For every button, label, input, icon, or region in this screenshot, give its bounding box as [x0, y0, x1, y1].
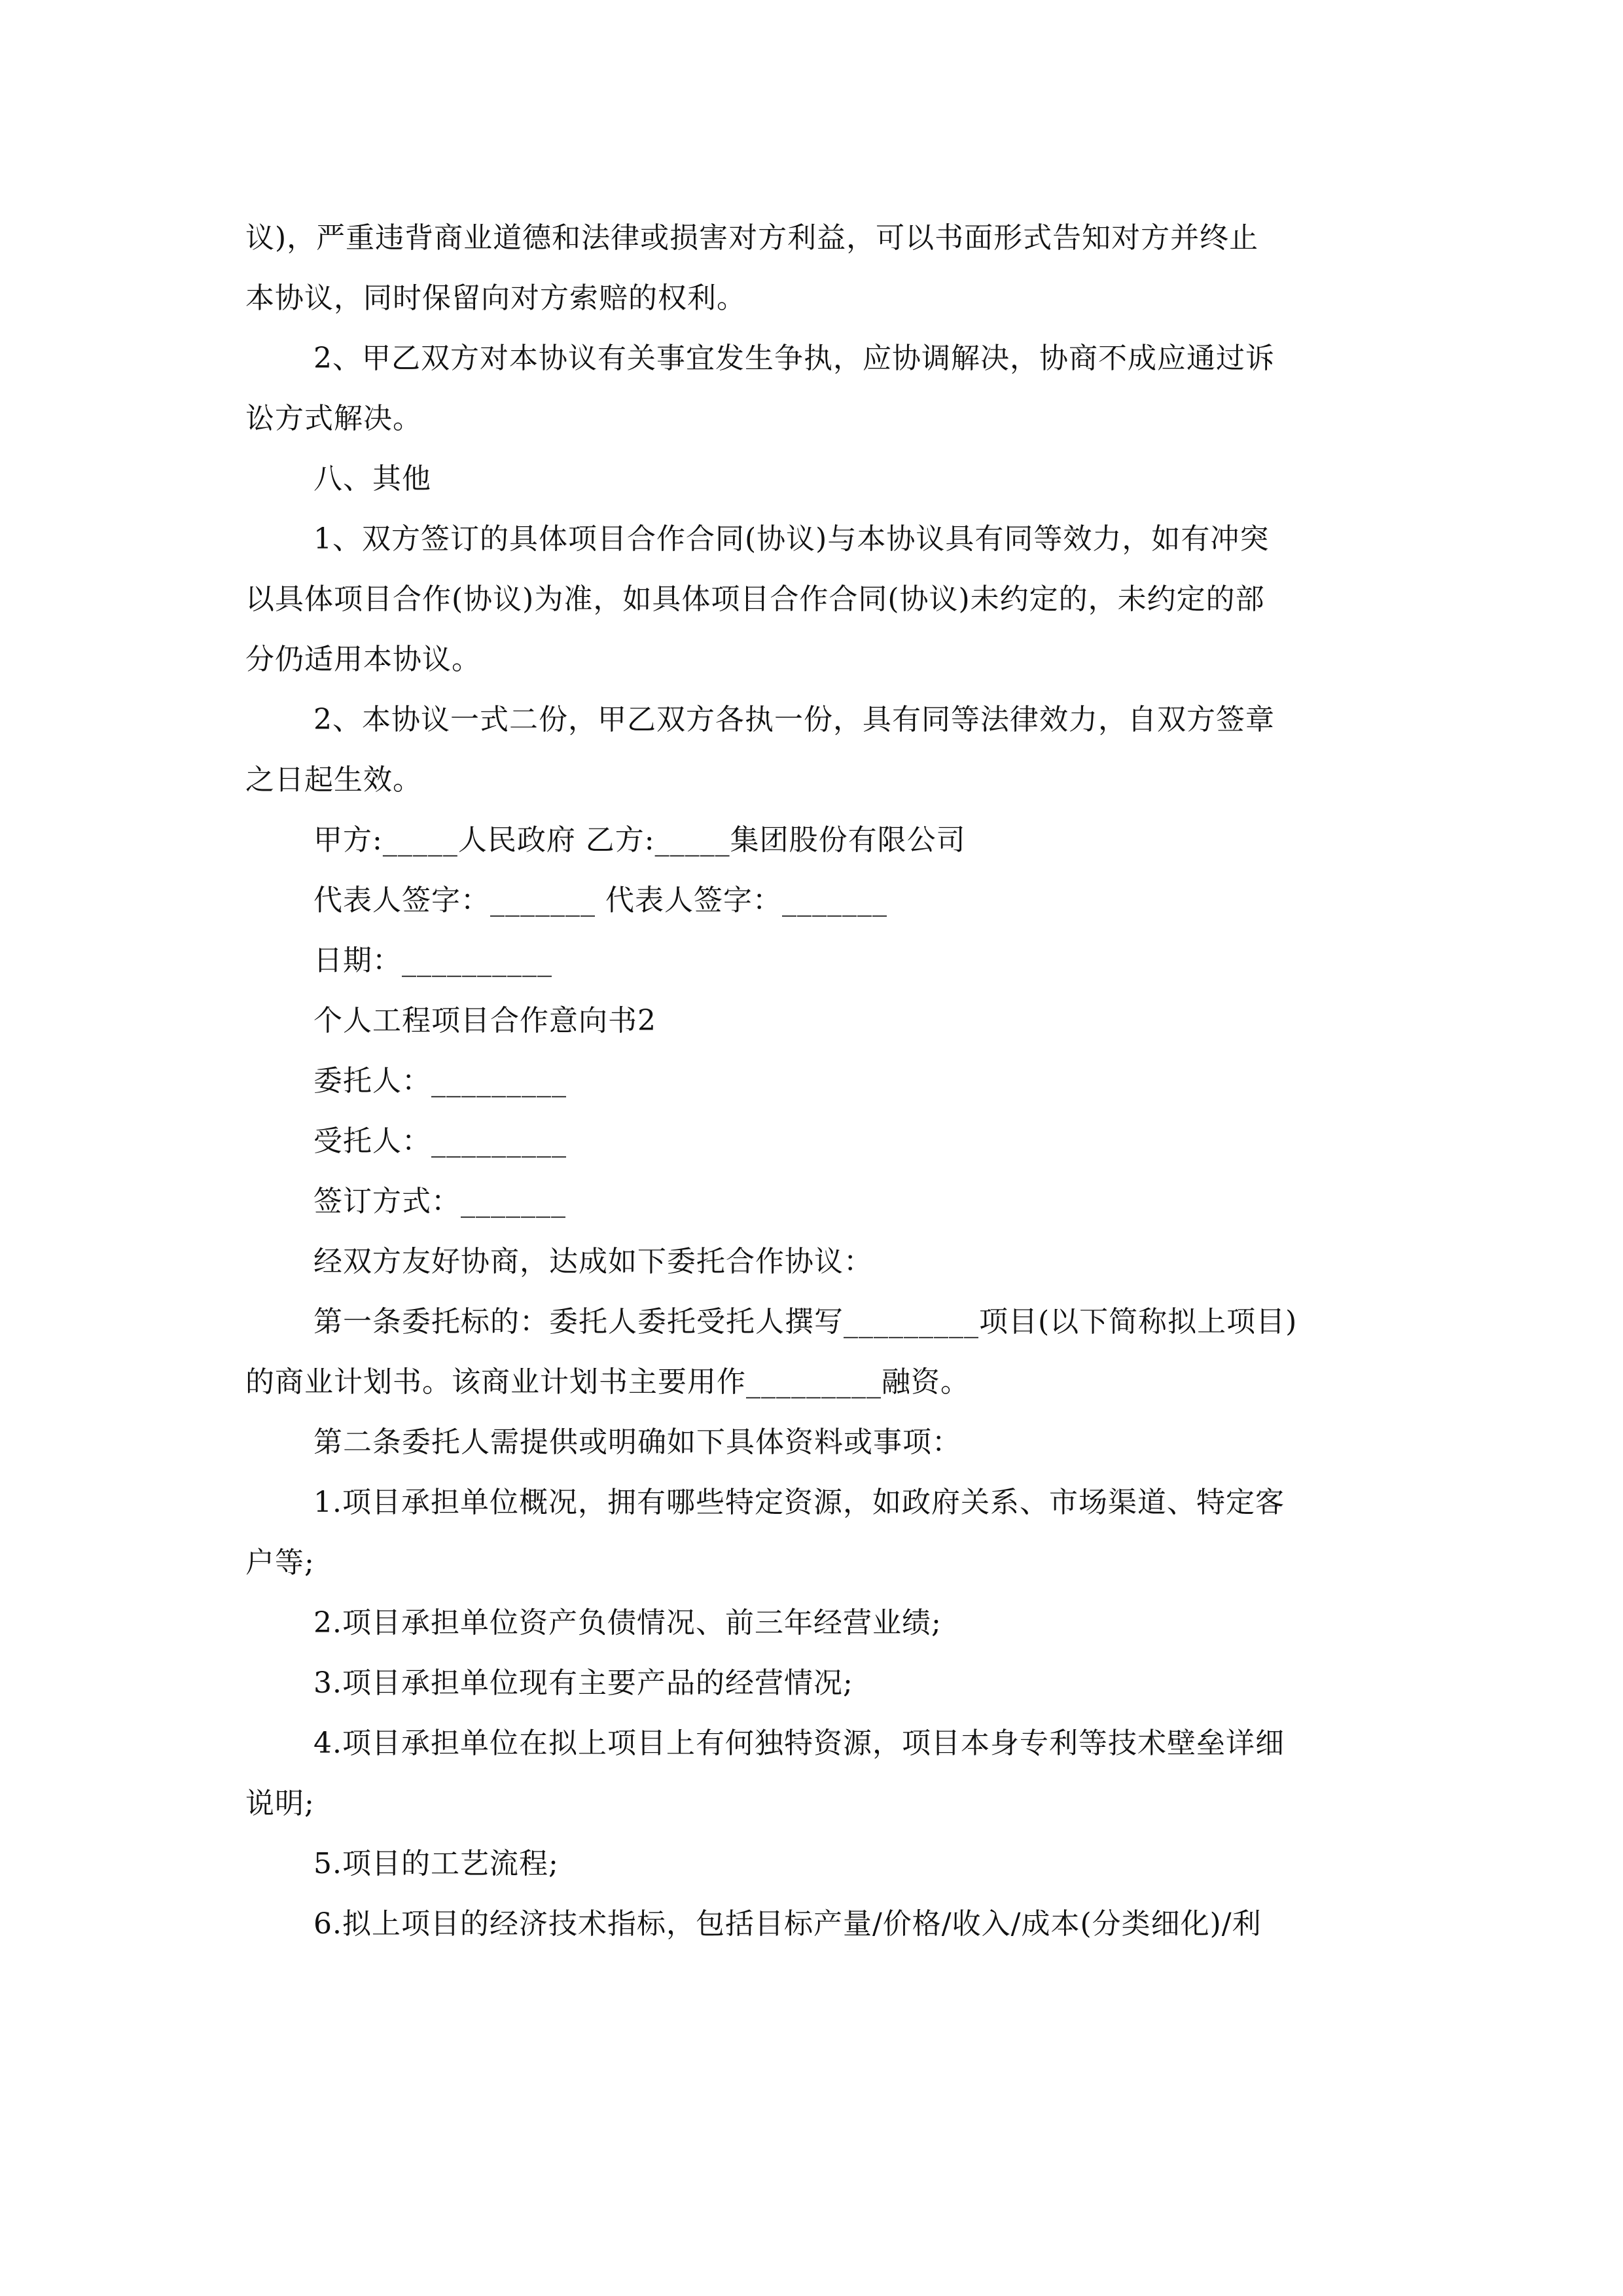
list-item: 6.拟上项目的经济技术指标，包括目标产量/价格/收入/成本(分类细化)/利	[313, 1907, 1262, 1941]
text-line: 2、本协议一式二份，甲乙双方各执一份，具有同等法律效力，自双方签章	[313, 703, 1275, 736]
text-line: 以具体项目合作(协议)为准，如具体项目合作合同(协议)未约定的，未约定的部	[245, 583, 1265, 616]
document-page	[245, 208, 1381, 1954]
text-line: 的商业计划书。该商业计划书主要用作_________融资。	[245, 1365, 970, 1399]
article-2: 第二条委托人需提供或明确如下具体资料或事项：	[313, 1426, 961, 1459]
list-item: 2.项目承担单位资产负债情况、前三年经营业绩;	[313, 1606, 942, 1640]
signature-parties: 甲方:_____人民政府 乙方:_____集团股份有限公司	[313, 823, 966, 857]
text-line: 说明;	[245, 1787, 315, 1820]
signature-representatives: 代表人签字：_______ 代表人签字：_______	[313, 884, 887, 917]
signing-method-field: 签订方式：_______	[313, 1185, 566, 1218]
text-line: 讼方式解决。	[245, 402, 422, 435]
text-line: 2、甲乙双方对本协议有关事宜发生争执，应协调解决，协商不成应通过诉	[313, 342, 1275, 375]
section-heading: 八、其他	[313, 462, 431, 495]
list-item: 5.项目的工艺流程;	[313, 1847, 559, 1880]
signature-date: 日期：__________	[313, 944, 552, 977]
text-line: 之日起生效。	[245, 763, 422, 797]
text-line: 户等;	[245, 1546, 315, 1579]
text-line: 1、双方签订的具体项目合作合同(协议)与本协议具有同等效力，如有冲突	[313, 522, 1270, 556]
text-line: 议)，严重违背商业道德和法律或损害对方利益，可以书面形式告知对方并终止	[245, 221, 1259, 255]
text-line: 经双方友好协商，达成如下委托合作协议：	[313, 1245, 873, 1278]
list-item: 1.项目承担单位概况，拥有哪些特定资源，如政府关系、市场渠道、特定客	[313, 1486, 1285, 1519]
document-title: 个人工程项目合作意向书2	[313, 1004, 656, 1037]
article-1: 第一条委托标的：委托人委托受托人撰写_________项目(以下简称拟上项目)	[313, 1305, 1298, 1338]
list-item: 4.项目承担单位在拟上项目上有何独特资源，项目本身专利等技术壁垒详细	[313, 1727, 1285, 1760]
agent-field: 受托人：_________	[313, 1124, 567, 1158]
text-line: 本协议，同时保留向对方索赔的权利。	[245, 281, 746, 315]
list-item: 3.项目承担单位现有主要产品的经营情况;	[313, 1666, 853, 1700]
principal-field: 委托人：_________	[313, 1064, 567, 1098]
text-line: 分仍适用本协议。	[245, 643, 481, 676]
